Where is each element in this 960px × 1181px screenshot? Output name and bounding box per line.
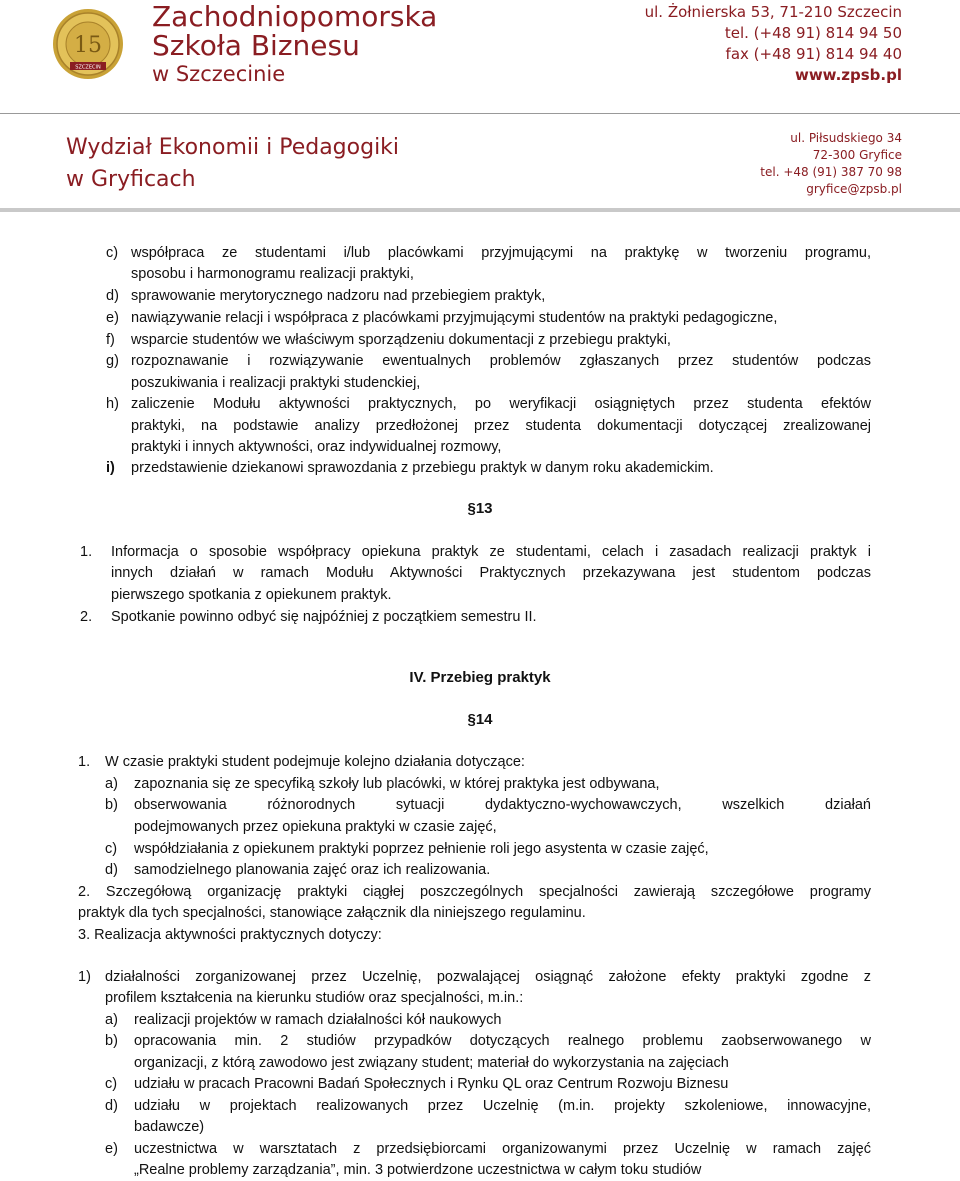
- section-heading: §13: [467, 500, 493, 517]
- list-marker: a): [105, 1012, 118, 1028]
- faculty-city-line: 72-300 Gryfice: [812, 148, 902, 162]
- header-divider: [0, 113, 960, 114]
- list-item-line: wsparcie studentów we właściwym sporządzeniu dokumentacji z przebiegu praktyki,: [131, 332, 671, 348]
- list-item-line: badawcze): [134, 1119, 205, 1135]
- website-link[interactable]: www.zpsb.pl: [794, 66, 902, 84]
- list-item-line: przedstawienie dziekanowi sprawozdania z przebiegu praktyk w danym roku akademickim.: [131, 460, 714, 476]
- fax-line: fax (+48 91) 814 94 40: [725, 45, 902, 63]
- list-marker: i): [106, 460, 115, 476]
- school-name: [152, 2, 437, 89]
- list-item-line: sposobu i harmonogramu realizacji praktyki,: [131, 266, 414, 282]
- list-item-line: nawiązywanie relacji i współpraca z placówkami przyjmującymi studentów na praktyki pedagogiczne,: [131, 310, 778, 326]
- list-item-line: innych działań w ramach Modułu Aktywności Praktycznych przekazywana jest studentom podczas: [111, 565, 871, 581]
- list-item-line: rozpoznawanie i rozwiązywanie ewentualnych problemów zgłaszanych przez studentów podczas: [131, 353, 871, 369]
- list-item-line: udziału w pracach Pracowni Badań Społecznych i Rynku QL oraz Centrum Rozwoju Biznesu: [134, 1076, 729, 1092]
- list-marker: c): [105, 841, 118, 857]
- school-seal-logo: [52, 8, 124, 80]
- paragraph-line: 2. Szczegółową organizację praktyki ciągłej poszczególnych specjalności zawierają szczegółowe programy: [78, 884, 871, 900]
- list-item-line: Informacja o sposobie współpracy opiekuna praktyk ze studentami, celach i zasadach realizacji praktyk i: [111, 544, 871, 560]
- paragraph-intro: W czasie praktyki student podejmuje kolejno działania dotyczące:: [105, 754, 525, 770]
- list-marker: 1): [78, 969, 91, 985]
- svg-text:15: 15: [74, 33, 102, 58]
- list-marker: f): [106, 332, 115, 348]
- list-marker: d): [105, 1098, 118, 1114]
- list-item-line: Spotkanie powinno odbyć się najpóźniej z początkiem semestru II.: [111, 609, 537, 625]
- faculty-email-link[interactable]: gryfice@zpsb.pl: [806, 182, 902, 196]
- school-contact: [645, 2, 902, 86]
- list-item-line: opracowania min. 2 studiów przypadków dotyczących realnego problemu zaobserwowanego w: [134, 1033, 871, 1049]
- paragraph-line: 3. Realizacja aktywności praktycznych dotyczy:: [78, 927, 382, 943]
- faculty-phone-line: tel. +48 (91) 387 70 98: [760, 165, 902, 179]
- list-marker: d): [105, 862, 118, 878]
- list-item-line: pierwszego spotkania z opiekunem praktyk.: [111, 587, 392, 603]
- list-marker: 2.: [80, 609, 93, 625]
- list-marker: c): [105, 1076, 118, 1092]
- list-item-line: praktyki, na podstawie analizy przedłożonej przez studenta dokumentacji dotyczącej zrealizowanej: [131, 418, 871, 434]
- faculty-contact: [760, 130, 902, 198]
- svg-text:SZCZECIN: SZCZECIN: [75, 64, 101, 71]
- list-item-line: działalności zorganizowanej przez Uczelnię, pozwalającej osiągnąć założone efekty praktyki zgodne z: [105, 969, 871, 985]
- school-name-line: Szkoła Biznesu: [152, 29, 360, 62]
- list-item-line: zaliczenie Modułu aktywności praktycznych, po weryfikacji osiągniętych przez studenta efektów: [131, 396, 871, 412]
- list-item-line: profilem kształcenia na kierunku studiów oraz specjalności, m.in.:: [105, 990, 524, 1006]
- section-heading: §14: [467, 711, 493, 728]
- list-item-line: organizacji, z którą zawodowo jest związany student; materiał do wykorzystania na zajęciach: [134, 1055, 729, 1071]
- header-bottom-bar: [0, 208, 960, 212]
- list-item-line: podejmowanych przez opiekuna praktyki w czasie zajęć,: [134, 819, 497, 835]
- paragraph-line: praktyk dla tych specjalności, stanowiące załącznik dla niniejszego regulaminu.: [78, 905, 586, 921]
- list-marker: 1.: [80, 544, 93, 560]
- list-item-line: poszukiwania i realizacji praktyki studenckiej,: [131, 375, 421, 391]
- list-item-line: samodzielnego planowania zajęć oraz ich realizowania.: [134, 862, 491, 878]
- list-item-line: praktyki i innych aktywności, oraz indywidualnej rozmowy,: [131, 439, 502, 455]
- list-marker: d): [106, 288, 119, 304]
- list-marker: a): [105, 776, 118, 792]
- list-marker: h): [106, 396, 119, 412]
- list-marker: 1.: [78, 754, 91, 770]
- faculty-line: w Gryficach: [66, 167, 196, 192]
- school-name-line: w Szczecinie: [152, 62, 286, 86]
- list-marker: g): [106, 353, 119, 369]
- list-item-line: zapoznania się ze specyfiką szkoły lub placówki, w której praktyka jest odbywana,: [134, 776, 660, 792]
- faculty-address-line: ul. Piłsudskiego 34: [790, 131, 902, 145]
- list-item-line: uczestnictwa w warsztatach z przedsiębiorcami organizowanymi przez Uczelnię w ramach zajęć: [134, 1141, 871, 1157]
- phone-line: tel. (+48 91) 814 94 50: [724, 24, 902, 42]
- list-marker: e): [105, 1141, 118, 1157]
- faculty-name: [66, 132, 399, 196]
- list-item-line: „Realne problemy zarządzania”, min. 3 potwierdzone uczestnictwa w całym toku studiów: [134, 1162, 702, 1178]
- faculty-line: Wydział Ekonomii i Pedagogiki: [66, 135, 400, 160]
- address-line: ul. Żołnierska 53, 71-210 Szczecin: [644, 3, 902, 21]
- list-marker: c): [106, 245, 119, 261]
- list-item-line: współdziałania z opiekunem praktyki poprzez pełnienie roli jego asystenta w czasie zajęć,: [134, 841, 709, 857]
- school-name-line: Zachodniopomorska: [152, 0, 438, 33]
- list-item-line: realizacji projektów w ramach działalności kół naukowych: [134, 1012, 502, 1028]
- list-item-line: udziału w projektach realizowanych przez Uczelnię (m.in. projekty szkoleniowe, innowacyjne,: [134, 1098, 871, 1114]
- list-marker: b): [105, 797, 118, 813]
- list-item-line: obserwowania różnorodnych sytuacji dydaktyczno-wychowawczych, wszelkich działań: [134, 797, 871, 813]
- list-item-line: współpraca ze studentami i/lub placówkami przyjmującymi na praktykę w tworzeniu programu,: [131, 245, 871, 261]
- chapter-heading: IV. Przebieg praktyk: [409, 669, 551, 686]
- list-marker: e): [106, 310, 119, 326]
- list-marker: b): [105, 1033, 118, 1049]
- list-item-line: sprawowanie merytorycznego nadzoru nad przebiegiem praktyk,: [131, 288, 546, 304]
